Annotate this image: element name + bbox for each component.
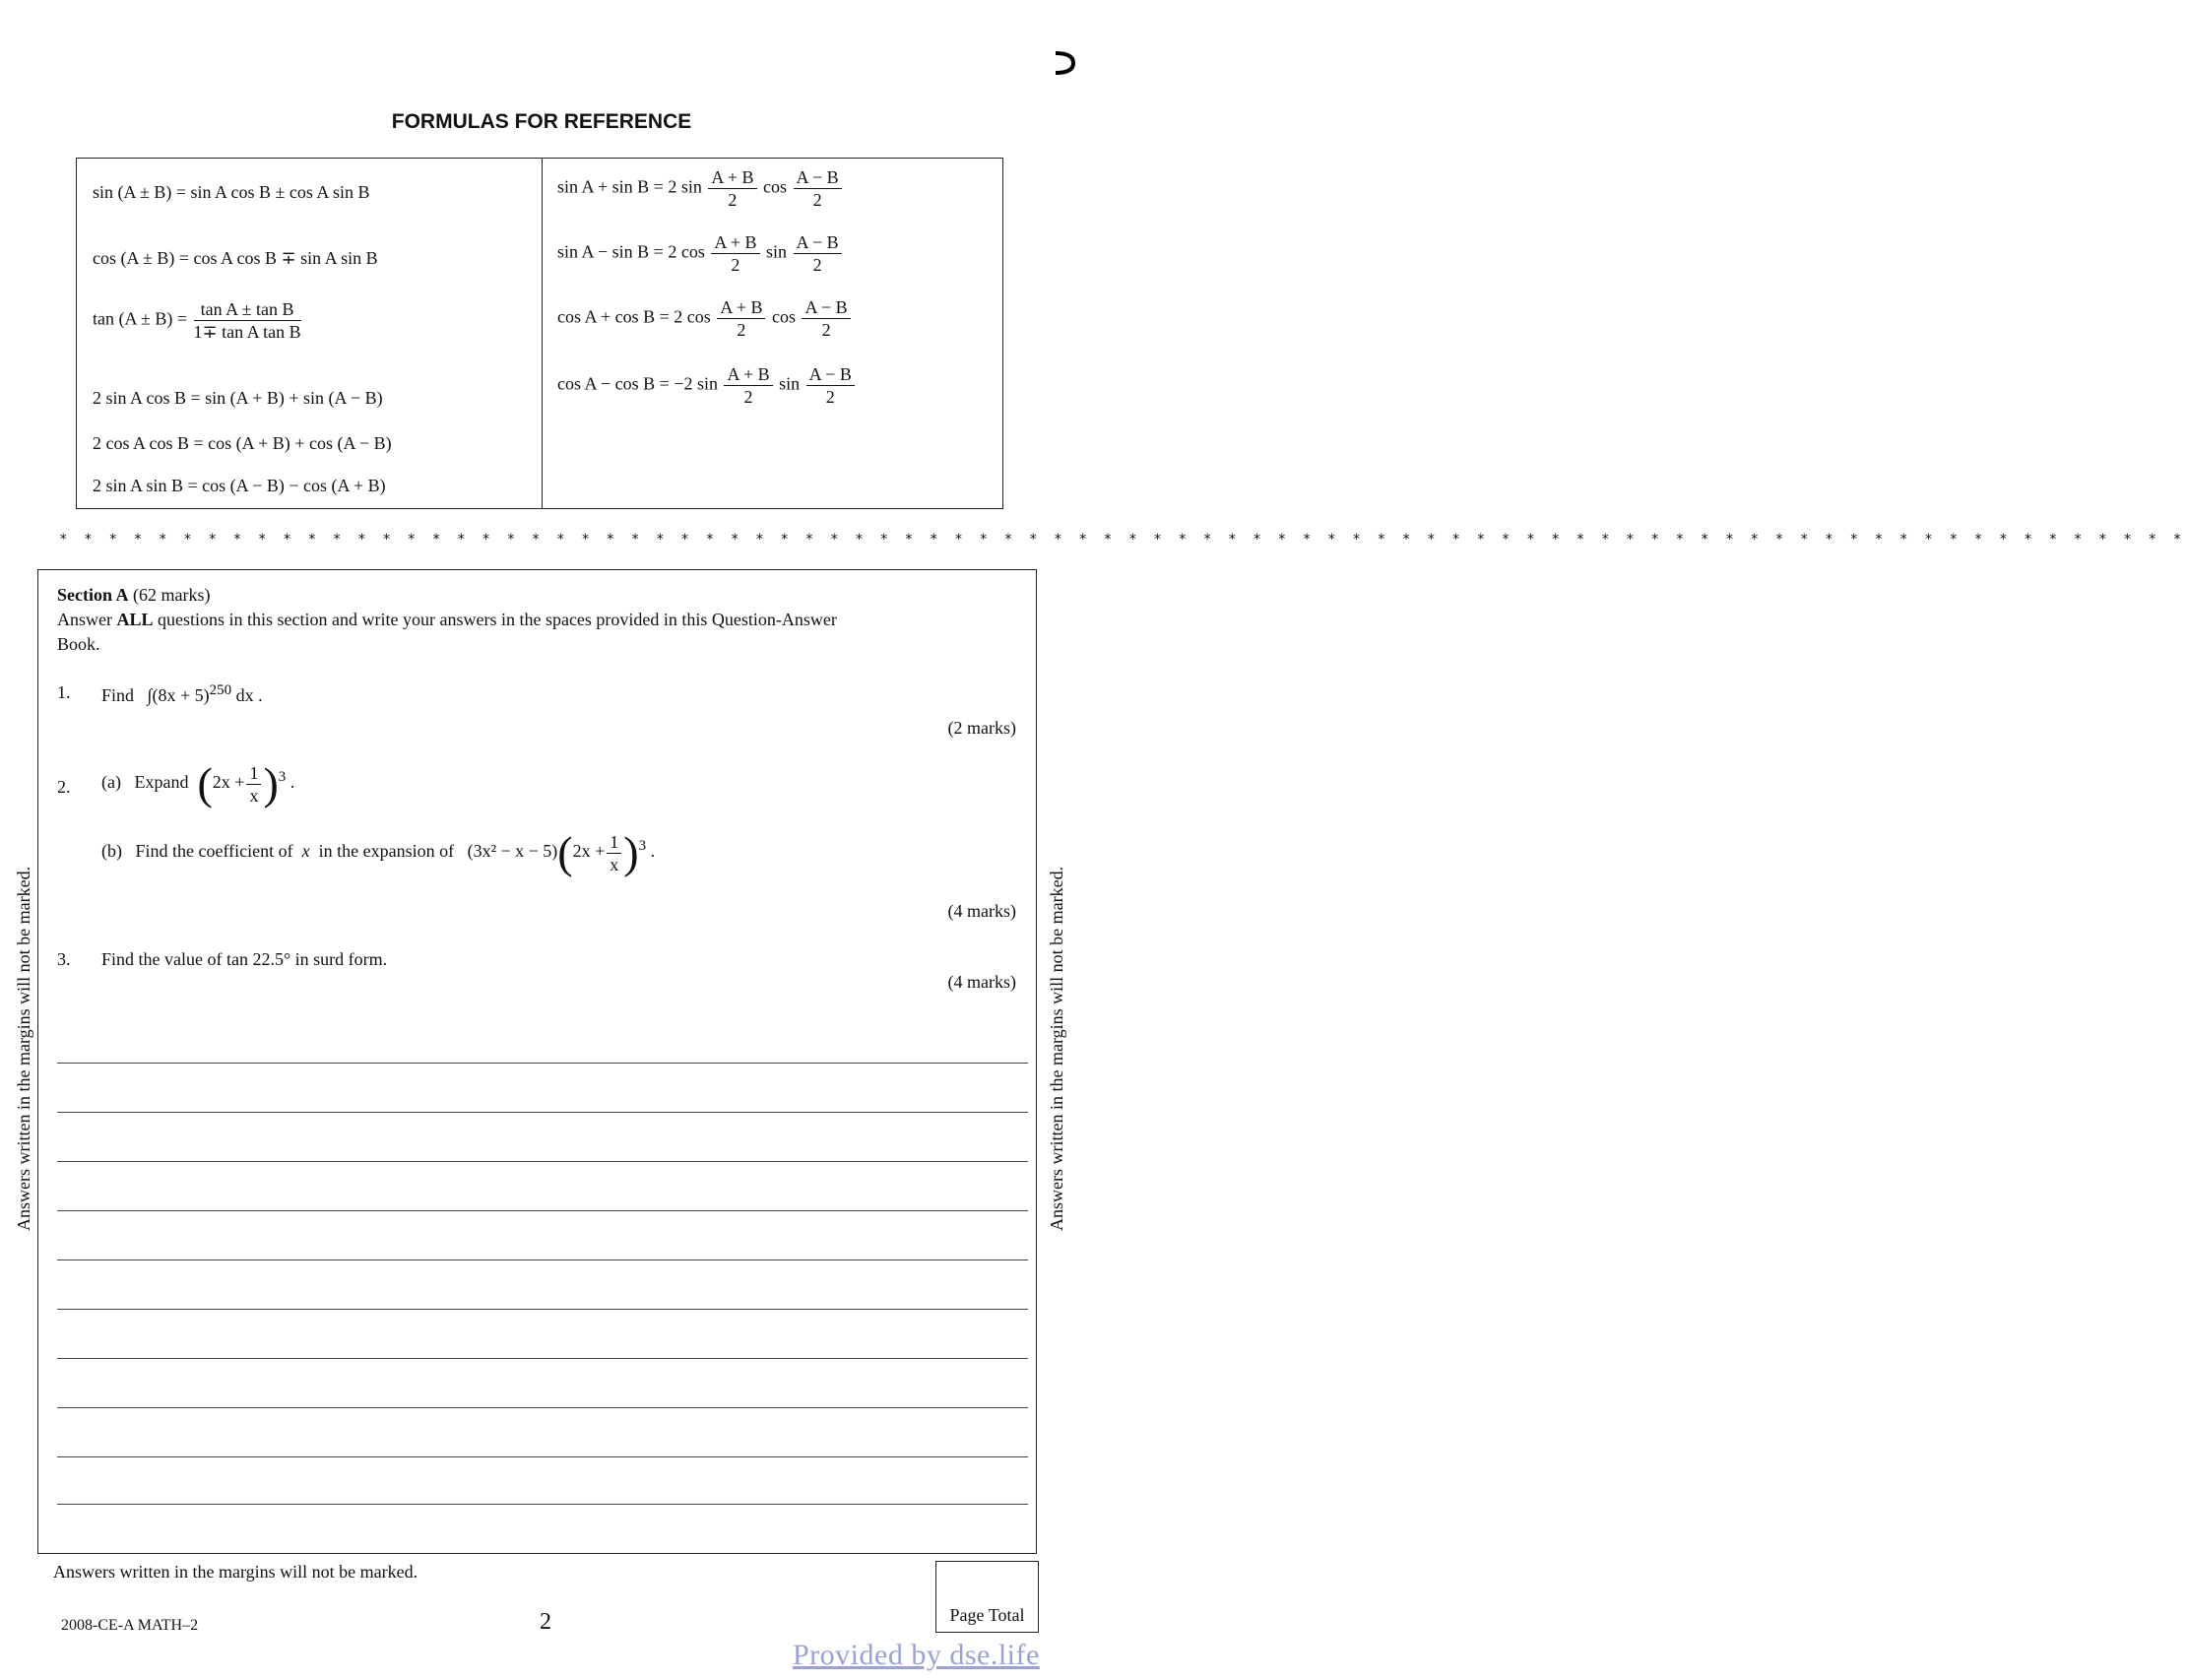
formula-lhs: sin A + sin B = 2 sin bbox=[557, 176, 702, 197]
answer-line[interactable] bbox=[57, 1456, 1028, 1457]
formula-mid: cos bbox=[763, 176, 788, 197]
fraction-numerator: A + B bbox=[717, 296, 765, 319]
question-3-text: Find the value of tan 22.5° in surd form. bbox=[101, 949, 388, 969]
question-2a-label: (a) bbox=[101, 772, 121, 793]
fraction-denominator: 2 bbox=[737, 320, 746, 340]
section-heading-title: Section A bbox=[57, 585, 129, 605]
fraction-denominator: 2 bbox=[731, 255, 740, 275]
answer-line[interactable] bbox=[57, 1407, 1028, 1408]
formula-tan-sum bbox=[93, 298, 303, 343]
question-2b-text: Find the coefficient of bbox=[135, 841, 293, 862]
watermark: Provided by dse.life bbox=[793, 1639, 1040, 1671]
formula-table-divider bbox=[542, 159, 543, 508]
footer-margin-note: Answers written in the margins will not be marked. bbox=[53, 1562, 418, 1582]
page-title: FORMULAS FOR REFERENCE bbox=[391, 110, 692, 133]
formula-2sinsin: 2 sin A sin B = cos (A − B) − cos (A + B) bbox=[93, 476, 386, 495]
fraction-numerator: A + B bbox=[708, 166, 756, 189]
answer-line[interactable] bbox=[57, 1358, 1028, 1359]
expr-inner: 2x + bbox=[572, 841, 606, 862]
right-paren: ) bbox=[263, 758, 279, 808]
answer-line[interactable] bbox=[57, 1210, 1028, 1211]
fraction bbox=[794, 231, 842, 276]
question-2b-var: x bbox=[301, 841, 310, 862]
fraction-denominator: x bbox=[249, 785, 259, 806]
answer-line[interactable] bbox=[57, 1112, 1028, 1113]
answer-line[interactable] bbox=[57, 1161, 1028, 1162]
answer-line[interactable] bbox=[57, 1309, 1028, 1310]
formula-tan-numerator: tan A ± tan B bbox=[194, 298, 301, 321]
fraction bbox=[717, 296, 765, 341]
fraction-numerator: A + B bbox=[724, 363, 772, 386]
formula-tan-fraction bbox=[194, 298, 301, 343]
question-2b-text2: in the expansion of bbox=[318, 841, 455, 862]
fraction bbox=[708, 166, 756, 211]
fraction-denominator: 2 bbox=[743, 387, 753, 407]
formula-cos-sum: cos (A ± B) = cos A cos B ∓ sin A sin B bbox=[93, 248, 378, 268]
fraction-denominator: 2 bbox=[825, 387, 835, 407]
expr-power: 3 bbox=[638, 838, 647, 855]
page-number: 2 bbox=[540, 1609, 551, 1635]
question-2b-label: (b) bbox=[101, 841, 122, 862]
instruction-text: questions in this section and write your answers in the spaces provided in this Question-Answer bbox=[158, 610, 837, 629]
left-paren: ( bbox=[557, 827, 573, 877]
question-2b: (b) Find the coefficient of x in the expansion of (3x² − x − 5)(2x + $\frac{1}{x}$ )$^3$ . bbox=[101, 827, 656, 877]
formula-sin-sum: sin (A ± B) = sin A cos B ± cos A sin B bbox=[93, 182, 370, 202]
question-2b-expr: (3x² − x − 5) bbox=[467, 841, 558, 862]
fraction bbox=[802, 296, 850, 341]
formula-cos-minus-cos bbox=[557, 363, 857, 408]
question-2-marks: (4 marks) bbox=[947, 901, 1016, 921]
formula-2sincos: 2 sin A cos B = sin (A + B) + sin (A − B) bbox=[93, 388, 383, 408]
star-separator: * * * * * * * * * * * * * * * * * * * * * * * * * * * * * * * * * * * * * * * * * * * * * * * * * * * * * * * * * * * * * * * * * * * * * * * * * * * * * * * * * * * * * * bbox=[59, 532, 2186, 548]
fraction bbox=[724, 363, 772, 408]
formula-lhs: sin A − sin B = 2 cos bbox=[557, 241, 705, 262]
question-3-number: 3. bbox=[57, 949, 71, 969]
fraction-numerator: A − B bbox=[802, 296, 850, 319]
fraction bbox=[711, 231, 759, 276]
fraction-denominator: 2 bbox=[728, 190, 738, 210]
fraction-denominator: 2 bbox=[812, 190, 822, 210]
formula-mid: sin bbox=[779, 373, 801, 394]
fraction bbox=[794, 166, 842, 211]
question-3-marks: (4 marks) bbox=[947, 972, 1016, 992]
fraction bbox=[246, 762, 261, 807]
question-2a: (a) Expand (2x + $\frac{1}{x}$ )$^3$ . bbox=[101, 758, 295, 808]
instruction-emphasis: ALL bbox=[116, 610, 154, 629]
page-total-box[interactable] bbox=[935, 1561, 1039, 1633]
section-instructions bbox=[57, 610, 837, 630]
question-1-text bbox=[101, 682, 263, 706]
formula-table bbox=[76, 158, 1003, 509]
question-2a-text: Expand bbox=[134, 772, 189, 793]
formula-mid: cos bbox=[771, 306, 796, 327]
formula-2coscos: 2 cos A cos B = cos (A + B) + cos (A − B) bbox=[93, 433, 392, 453]
fraction-numerator: A − B bbox=[794, 166, 842, 189]
question-1-exponent: 250 bbox=[209, 682, 232, 698]
formula-tan-lhs: tan (A ± B) = bbox=[93, 308, 188, 329]
question-1-prompt: Find bbox=[101, 685, 135, 705]
formula-mid: sin bbox=[766, 241, 788, 262]
fraction-numerator: 1 bbox=[246, 762, 261, 785]
corner-registration-mark bbox=[1052, 49, 1077, 75]
fraction-numerator: A − B bbox=[794, 231, 842, 254]
paper-code: 2008-CE-A MATH–2 bbox=[61, 1617, 199, 1634]
page-total-label: Page Total bbox=[949, 1605, 1025, 1625]
fraction-numerator: A + B bbox=[711, 231, 759, 254]
right-paren: ) bbox=[623, 827, 639, 877]
fraction-numerator: A − B bbox=[806, 363, 855, 386]
formula-tan-denominator: 1∓ tan A tan B bbox=[193, 322, 301, 342]
fraction-numerator: 1 bbox=[607, 831, 621, 854]
answer-line[interactable] bbox=[57, 1504, 1028, 1505]
fraction bbox=[806, 363, 855, 408]
expr-power: 3 bbox=[278, 769, 287, 786]
expr-inner: 2x + bbox=[212, 772, 245, 793]
fraction-denominator: 2 bbox=[821, 320, 831, 340]
section-instructions-cont: Book. bbox=[57, 634, 100, 654]
question-1-marks: (2 marks) bbox=[947, 718, 1016, 738]
answer-line[interactable] bbox=[57, 1063, 1028, 1064]
fraction-denominator: x bbox=[610, 854, 619, 874]
left-margin-note: Answers written in the margins will not be marked. bbox=[14, 866, 33, 1231]
formula-lhs: cos A − cos B = −2 sin bbox=[557, 373, 718, 394]
fraction bbox=[607, 831, 621, 875]
right-margin-note: Answers written in the margins will not be marked. bbox=[1047, 866, 1066, 1231]
question-1-integral: ∫(8x + 5) bbox=[147, 685, 210, 705]
question-2-number: 2. bbox=[57, 777, 71, 797]
instruction-text: Answer bbox=[57, 610, 112, 629]
formula-lhs: cos A + cos B = 2 cos bbox=[557, 306, 711, 327]
fraction-denominator: 2 bbox=[812, 255, 822, 275]
question-1-number: 1. bbox=[57, 682, 71, 702]
question-1-tail: dx . bbox=[235, 685, 263, 705]
section-a-box bbox=[37, 569, 1037, 1554]
left-paren: ( bbox=[197, 758, 213, 808]
section-heading bbox=[57, 585, 211, 606]
formula-cos-plus-cos bbox=[557, 296, 853, 341]
formula-sin-minus-sin bbox=[557, 231, 844, 276]
section-heading-marks: (62 marks) bbox=[133, 585, 211, 605]
formula-sin-plus-sin bbox=[557, 166, 844, 211]
